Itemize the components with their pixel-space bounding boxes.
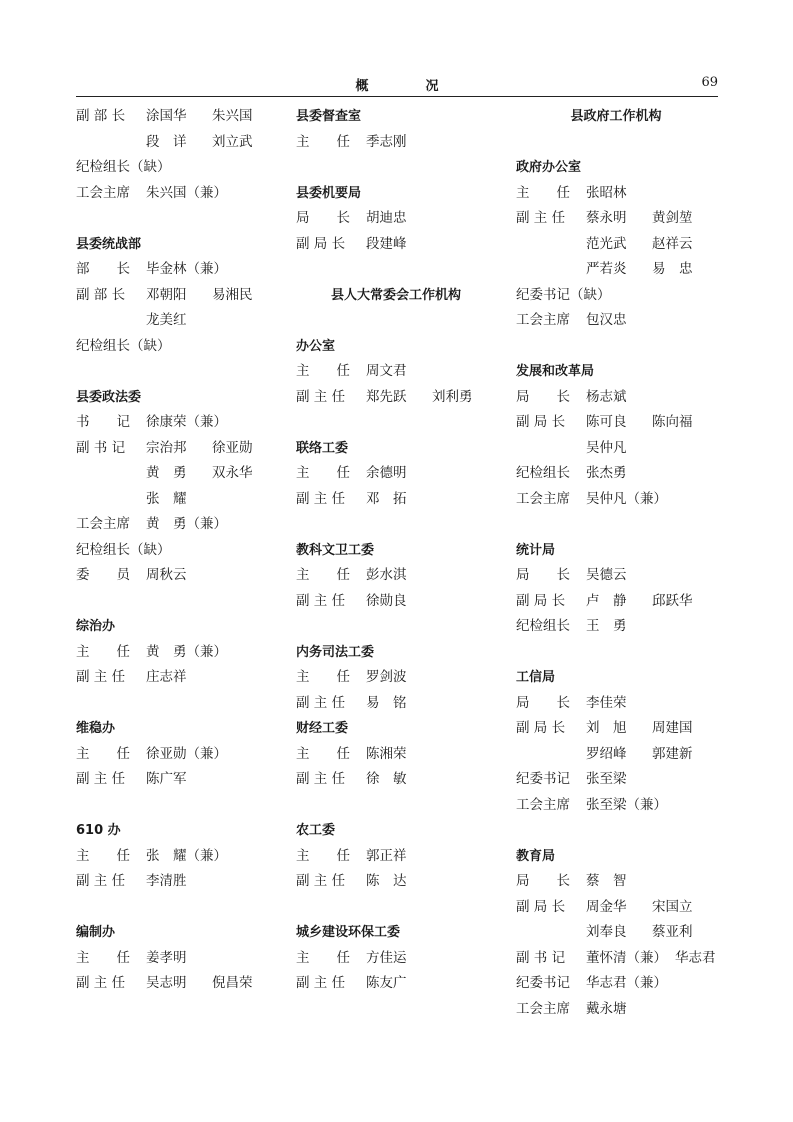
person-name: 华志君 <box>675 949 716 966</box>
section-nonggong <box>296 818 506 895</box>
section-gongxinju <box>516 665 726 818</box>
person-name: 方佳运 <box>366 949 407 966</box>
person-name: 易 铭 <box>366 694 407 711</box>
person-name: 姜孝明 <box>146 949 187 966</box>
person-name: 郑先跃 <box>366 388 407 405</box>
position-title: 主 任 <box>296 567 350 583</box>
section-heading: 财经工委 <box>296 721 349 736</box>
person-name: 易 忠 <box>652 261 693 277</box>
section-heading: 维稳办 <box>76 721 116 736</box>
entry-line <box>76 742 286 768</box>
entry-line <box>516 997 726 1023</box>
person-name: 邱跃华 <box>652 592 693 609</box>
section-bianzhiban <box>76 920 286 997</box>
position-title: 副 主 任 <box>296 975 346 991</box>
position-title: 副 部 长 <box>76 286 126 303</box>
entry-line <box>516 971 726 997</box>
person-name: 陈广军 <box>146 771 187 787</box>
entry-line <box>76 155 286 181</box>
entry-line <box>516 487 726 513</box>
entry-line <box>516 257 726 283</box>
section-heading: 县委督查室 <box>296 109 362 124</box>
section-heading: 编制办 <box>76 925 116 940</box>
entry-line <box>296 130 506 156</box>
entry-line <box>516 461 726 487</box>
person-name: 徐 敏 <box>366 771 407 787</box>
entry-line <box>76 436 286 462</box>
entry-line <box>516 385 726 411</box>
position-title: 副 局 长 <box>516 414 566 430</box>
section-duchashi <box>296 104 506 155</box>
entry-line <box>76 512 286 538</box>
entry-line <box>516 920 726 946</box>
person-name: 毕金林（兼） <box>146 261 227 277</box>
person-name: 邓 拓 <box>366 490 407 507</box>
position-title: 副 主 任 <box>76 771 126 787</box>
section-chengxiang <box>296 920 506 997</box>
entry-line <box>516 691 726 717</box>
column-left <box>76 104 286 997</box>
entry-line <box>296 232 506 258</box>
entry-line <box>516 308 726 334</box>
position-title: 副 主 任 <box>296 873 346 889</box>
person-name: 蔡亚利 <box>652 924 693 940</box>
person-name: 朱兴国（兼） <box>146 184 227 201</box>
person-name: 赵祥云 <box>652 235 693 252</box>
position-title: 局 长 <box>296 210 350 226</box>
position-title: 纪检组长 <box>516 618 570 634</box>
position-title: 局 长 <box>516 694 570 711</box>
section-jiyaoju <box>296 181 506 258</box>
column-right <box>516 104 726 1022</box>
person-name: 朱兴国 <box>212 108 253 124</box>
person-name: 陈 达 <box>366 873 407 889</box>
block-top-entries <box>76 104 286 206</box>
section-heading: 政府办公室 <box>516 160 582 175</box>
section-jiaokewenwei <box>296 538 506 615</box>
person-name: 刘立武 <box>212 133 253 150</box>
person-name: 张 耀 <box>146 490 187 507</box>
running-title: 概 况 <box>355 79 461 94</box>
person-name: 黄 勇 <box>146 465 187 481</box>
person-name: 刘奉良 <box>586 924 627 940</box>
entry-line <box>516 614 726 640</box>
section-heading: 工信局 <box>516 670 556 685</box>
person-name: 范光武 <box>586 235 627 252</box>
person-name: 杨志斌 <box>586 388 627 405</box>
position-title: 局 长 <box>516 873 570 889</box>
position-title: 主 任 <box>296 669 350 685</box>
entry-line <box>516 181 726 207</box>
section-heading: 县委政法委 <box>76 389 142 405</box>
entry-line <box>76 130 286 156</box>
position-title: 主 任 <box>516 184 570 201</box>
position-title: 副 主 任 <box>76 873 126 889</box>
person-name: 张杰勇 <box>586 465 627 481</box>
person-name: 刘利勇 <box>432 388 473 405</box>
person-name: 倪昌荣 <box>212 975 253 991</box>
section-heading: 县委统战部 <box>76 236 142 252</box>
entry-line <box>76 104 286 130</box>
section-tongzhanbu <box>76 232 286 360</box>
entry-line <box>76 181 286 207</box>
entry-line <box>516 206 726 232</box>
entry-line <box>516 410 726 436</box>
position-title: 主 任 <box>76 643 130 660</box>
person-name: 周秋云 <box>146 567 187 583</box>
section-heading: 农工委 <box>296 823 336 838</box>
person-name: 张昭林 <box>586 184 627 201</box>
entry-line <box>76 487 286 513</box>
position-title: 副 局 长 <box>516 720 566 736</box>
entry-line <box>296 691 506 717</box>
person-name: 黄 勇（兼） <box>146 643 227 660</box>
person-name: 陈湘荣 <box>366 745 407 762</box>
person-name: 蔡 智 <box>586 873 627 889</box>
position-title: 局 长 <box>516 388 570 405</box>
position-title: 工会主席 <box>76 184 130 201</box>
position-title: 主 任 <box>296 745 350 762</box>
entry-line <box>76 665 286 691</box>
entry-line <box>516 767 726 793</box>
person-name: 季志刚 <box>366 133 407 150</box>
position-title: 主 任 <box>76 949 130 966</box>
person-name: 刘 旭 <box>586 720 627 736</box>
section-jiaoyuju <box>516 844 726 1023</box>
section-heading: 教科文卫工委 <box>296 542 375 558</box>
person-name: 王 勇 <box>586 618 627 634</box>
entry-line <box>296 946 506 972</box>
position-title: 主 任 <box>76 847 130 864</box>
position-title: 纪检组长（缺） <box>76 337 171 354</box>
entry-line <box>296 971 506 997</box>
position-title: 副 书 记 <box>76 439 126 456</box>
position-title: 工会主席 <box>516 312 570 328</box>
entry-line <box>516 946 726 972</box>
person-name: 董怀清（兼） <box>586 949 667 966</box>
position-title: 纪委书记 <box>516 975 570 991</box>
entry-line <box>76 461 286 487</box>
position-title: 主 任 <box>296 949 350 966</box>
position-title: 主 任 <box>296 847 350 864</box>
entry-line <box>76 563 286 589</box>
position-title: 局 长 <box>516 567 570 583</box>
person-name: 徐亚勋 <box>212 439 253 456</box>
person-name: 郭正祥 <box>366 847 407 864</box>
section-heading: 内务司法工委 <box>296 644 375 660</box>
entry-line <box>296 665 506 691</box>
position-title: 副 部 长 <box>76 108 126 124</box>
person-name: 李佳荣 <box>586 694 627 711</box>
position-title: 副 主 任 <box>296 694 346 711</box>
person-name: 胡迪忠 <box>366 210 407 226</box>
entry-line <box>76 283 286 309</box>
position-title: 纪委书记（缺） <box>516 286 611 303</box>
entry-line <box>76 308 286 334</box>
section-tongjiju <box>516 538 726 640</box>
section-heading: 办公室 <box>296 338 336 354</box>
entry-line <box>76 410 286 436</box>
entry-line <box>296 206 506 232</box>
entry-line <box>76 257 286 283</box>
section-heading: 县委机要局 <box>296 185 362 201</box>
section-bangongshi <box>296 334 506 411</box>
person-name: 涂国华 <box>146 108 187 124</box>
person-name: 罗剑波 <box>366 669 407 685</box>
person-name: 包汉忠 <box>586 312 627 328</box>
person-name: 徐亚勋（兼） <box>146 745 227 762</box>
section-zongzhiban <box>76 614 286 691</box>
person-name: 郭建新 <box>652 745 693 762</box>
person-name: 吴仲凡（兼） <box>586 490 667 507</box>
section-heading: 联络工委 <box>296 440 349 456</box>
person-name: 周金华 <box>586 898 627 915</box>
position-title: 部 长 <box>76 261 130 277</box>
entry-line <box>296 844 506 870</box>
entry-line <box>516 742 726 768</box>
entry-line <box>296 589 506 615</box>
position-title: 纪委书记 <box>516 771 570 787</box>
section-zhengfawei <box>76 385 286 589</box>
section-610-ban <box>76 818 286 895</box>
person-name: 吴仲凡 <box>586 439 627 456</box>
entry-line <box>296 563 506 589</box>
section-heading: 发展和改革局 <box>516 364 595 379</box>
entry-line <box>296 487 506 513</box>
person-name: 戴永塘 <box>586 1000 627 1017</box>
position-title: 副 主 任 <box>296 771 346 787</box>
position-title: 副 主 任 <box>296 388 346 405</box>
entry-line <box>516 589 726 615</box>
section-neiwusifa <box>296 640 506 717</box>
section-weiwenban <box>76 716 286 793</box>
position-title: 委 员 <box>76 567 130 583</box>
position-title: 纪检组长 <box>516 465 570 481</box>
person-name: 卢 静 <box>586 592 627 609</box>
position-title: 工会主席 <box>516 1000 570 1017</box>
section-zhengfuban <box>516 155 726 334</box>
position-title: 书 记 <box>76 414 130 430</box>
position-title: 副 局 长 <box>296 235 346 252</box>
person-name: 周文君 <box>366 363 407 379</box>
column-middle <box>296 104 506 997</box>
entry-line <box>516 869 726 895</box>
person-name: 华志君（兼） <box>586 975 667 991</box>
person-name: 余德明 <box>366 465 407 481</box>
person-name: 黄 勇（兼） <box>146 516 227 532</box>
person-name: 段建峰 <box>366 235 407 252</box>
person-name: 徐康荣（兼） <box>146 414 227 430</box>
entry-line <box>76 869 286 895</box>
entry-line <box>76 640 286 666</box>
person-name: 彭水淇 <box>366 567 407 583</box>
position-title: 主 任 <box>296 133 350 150</box>
position-title: 副 局 长 <box>516 592 566 609</box>
entry-line <box>296 385 506 411</box>
person-name: 段 详 <box>146 133 187 150</box>
entry-line <box>76 334 286 360</box>
person-name: 张至梁 <box>586 771 627 787</box>
person-name: 宋国立 <box>652 898 693 915</box>
person-name: 陈可良 <box>586 414 627 430</box>
person-name: 张 耀（兼） <box>146 847 227 864</box>
entry-line <box>296 742 506 768</box>
person-name: 蔡永明 <box>586 210 627 226</box>
page-number: 69 <box>701 75 718 90</box>
entry-line <box>296 767 506 793</box>
position-title: 主 任 <box>296 465 350 481</box>
person-name: 吴志明 <box>146 975 187 991</box>
entry-line <box>76 844 286 870</box>
person-name: 周建国 <box>652 720 693 736</box>
entry-line <box>516 563 726 589</box>
position-title: 主 任 <box>296 363 350 379</box>
position-title: 纪检组长（缺） <box>76 159 171 175</box>
entry-line <box>76 971 286 997</box>
entry-line <box>296 461 506 487</box>
person-name: 庄志祥 <box>146 669 187 685</box>
person-name: 徐勋良 <box>366 592 407 609</box>
person-name: 双永华 <box>212 465 253 481</box>
section-lianluo <box>296 436 506 513</box>
entry-line <box>296 359 506 385</box>
position-title: 工会主席 <box>516 796 570 813</box>
section-caijing <box>296 716 506 793</box>
entry-line <box>516 232 726 258</box>
person-name: 宗治邦 <box>146 439 187 456</box>
entry-line <box>516 436 726 462</box>
entry-line <box>516 793 726 819</box>
person-name: 邓朝阳 <box>146 286 187 303</box>
entry-line <box>516 716 726 742</box>
person-name: 吴德云 <box>586 567 627 583</box>
page-header <box>76 74 718 97</box>
person-name: 张至梁（兼） <box>586 796 667 813</box>
entry-line <box>516 895 726 921</box>
person-name: 陈向福 <box>652 414 693 430</box>
person-name: 龙美红 <box>146 312 187 328</box>
position-title: 副 书 记 <box>516 949 566 966</box>
entry-line <box>296 869 506 895</box>
entry-line <box>516 283 726 309</box>
renda-heading: 县人大常委会工作机构 <box>330 287 461 303</box>
person-name: 李清胜 <box>146 873 187 889</box>
section-heading: 统计局 <box>516 542 556 558</box>
person-name: 黄剑堃 <box>652 210 693 226</box>
section-heading: 综治办 <box>76 619 116 634</box>
position-title: 副 主 任 <box>76 669 126 685</box>
position-title: 纪检组长（缺） <box>76 541 171 558</box>
section-fagaiju <box>516 359 726 512</box>
position-title: 工会主席 <box>516 490 570 507</box>
position-title: 副 主 任 <box>76 975 126 991</box>
section-heading: 城乡建设环保工委 <box>296 925 401 940</box>
person-name: 陈友广 <box>366 975 407 991</box>
position-title: 副 局 长 <box>516 898 566 915</box>
person-name: 严若炎 <box>586 261 627 277</box>
position-title: 工会主席 <box>76 516 130 532</box>
entry-line <box>76 538 286 564</box>
position-title: 副 主 任 <box>516 210 566 226</box>
person-name: 易湘民 <box>212 286 253 303</box>
entry-line <box>76 767 286 793</box>
section-heading: 610 办 <box>76 823 121 838</box>
zhengfu-heading: 县政府工作机构 <box>570 109 662 124</box>
position-title: 副 主 任 <box>296 490 346 507</box>
position-title: 副 主 任 <box>296 592 346 609</box>
section-heading: 教育局 <box>516 848 556 864</box>
entry-line <box>76 946 286 972</box>
person-name: 罗绍峰 <box>586 745 627 762</box>
position-title: 主 任 <box>76 745 130 762</box>
